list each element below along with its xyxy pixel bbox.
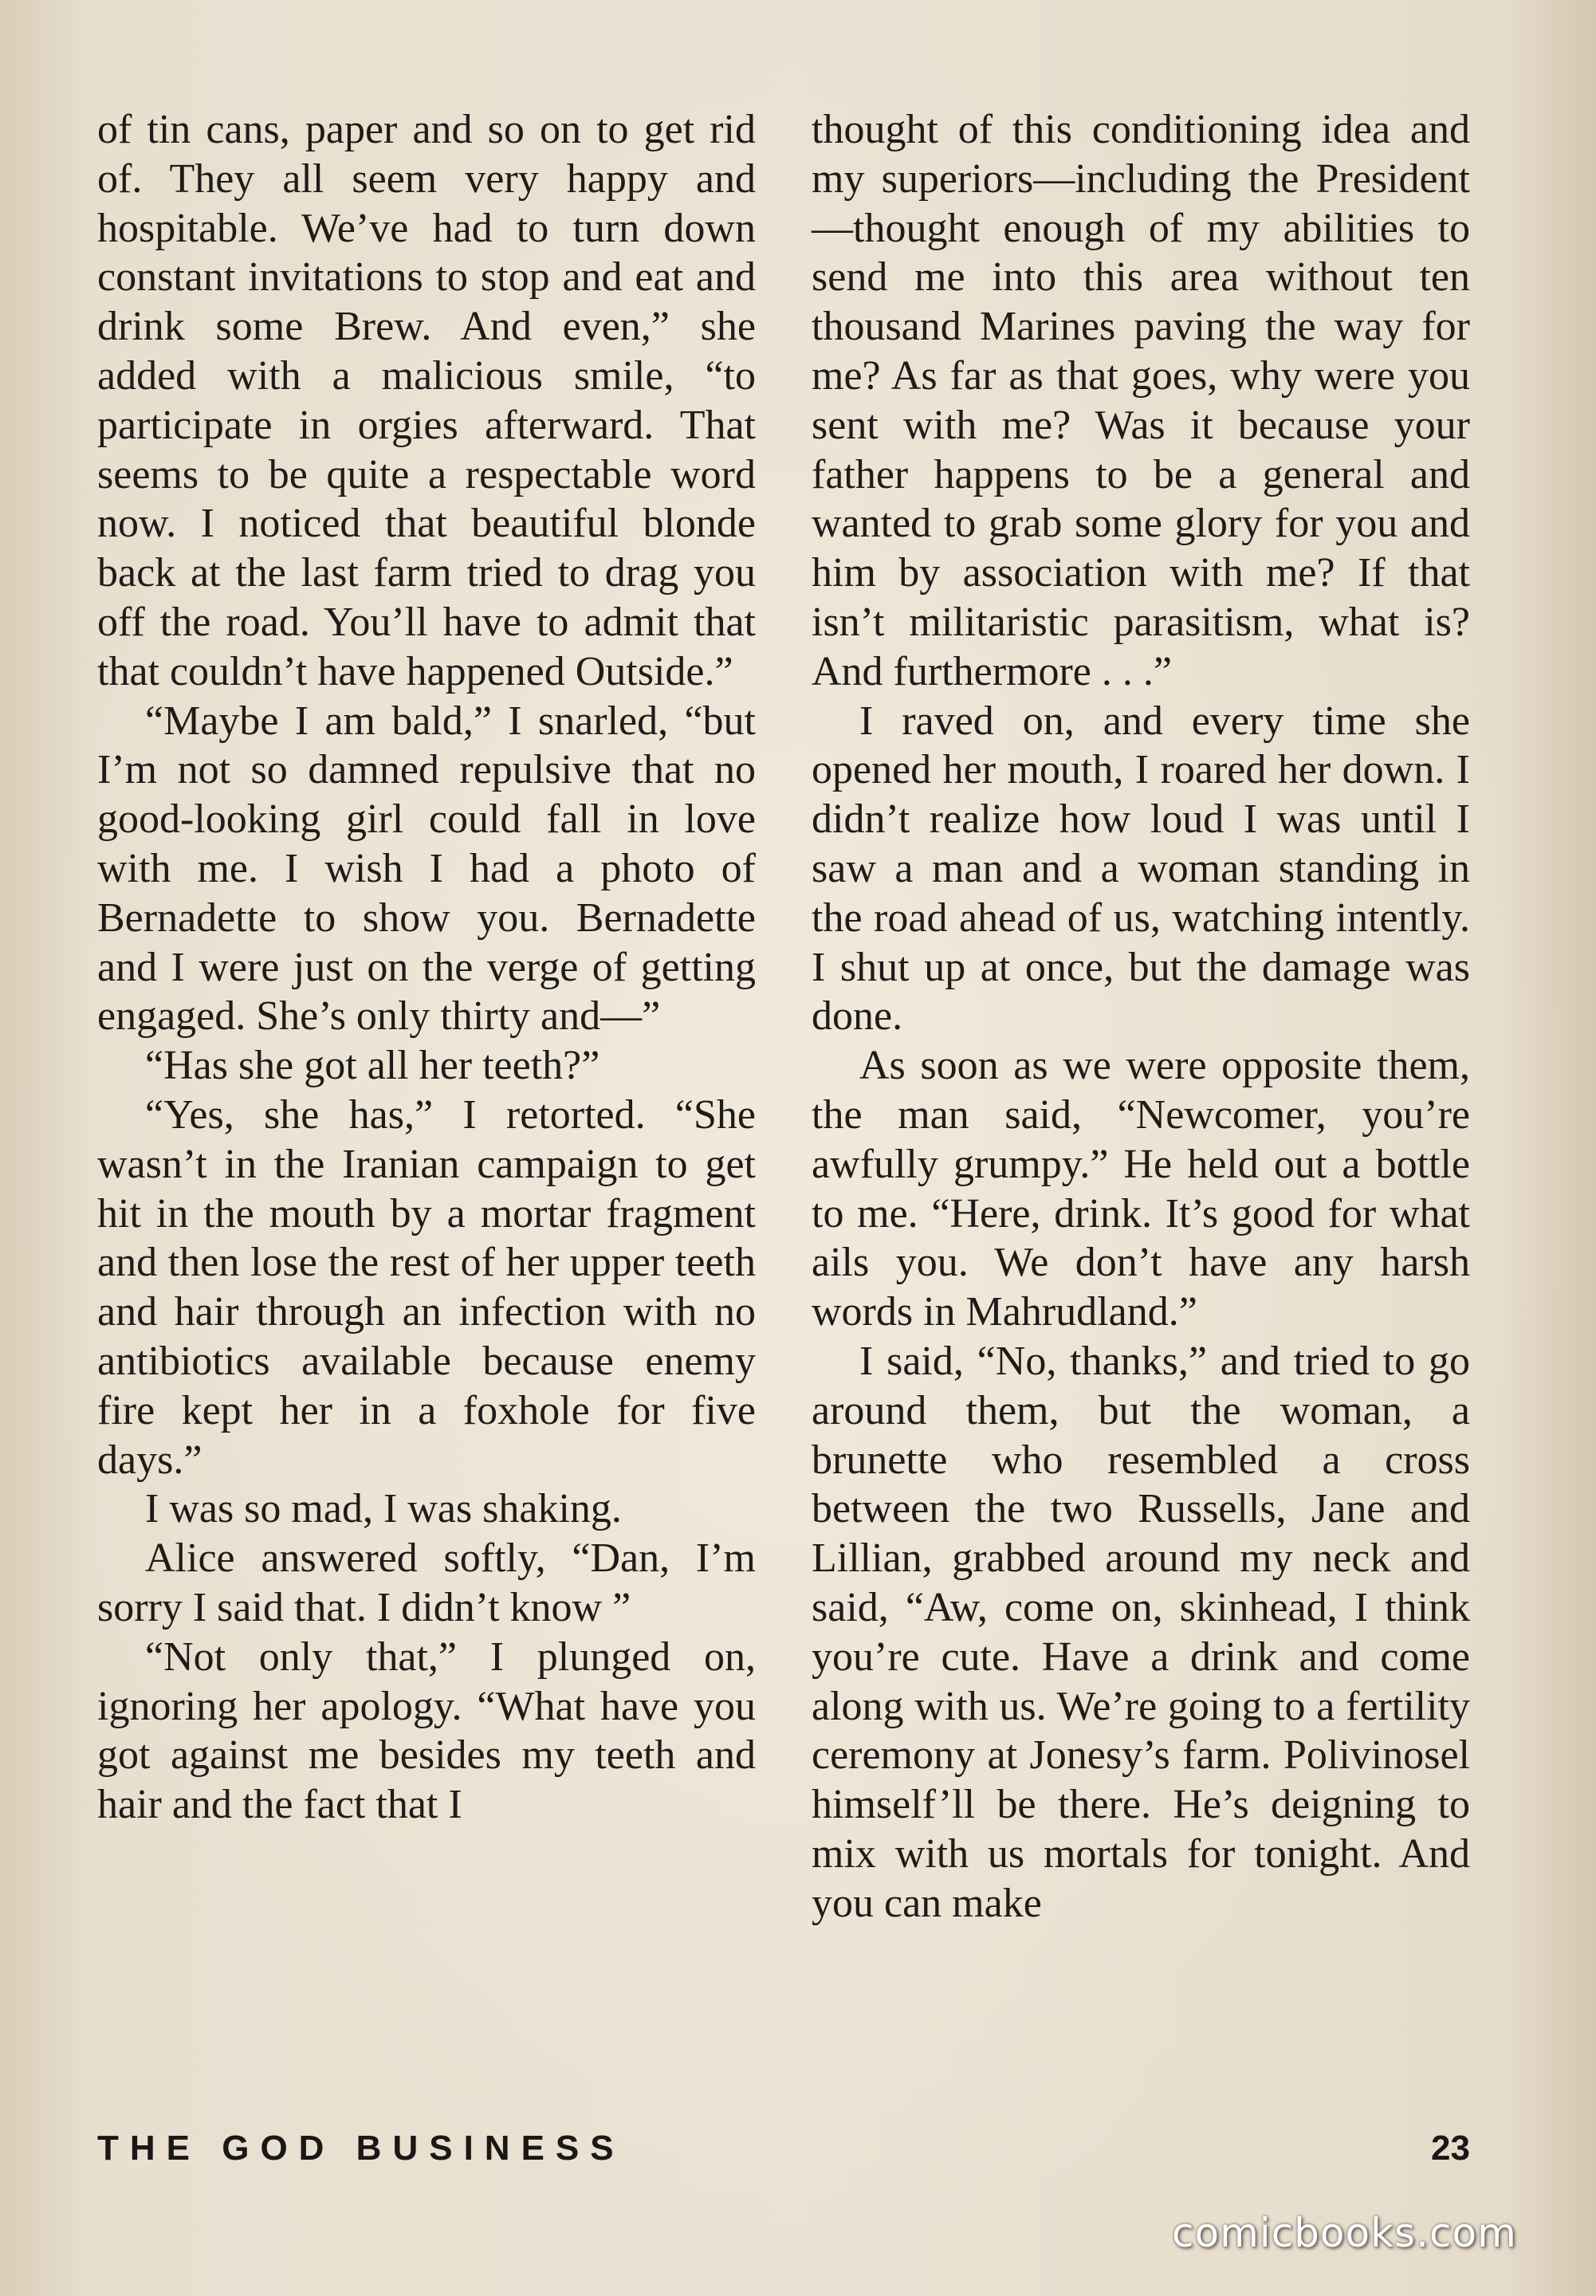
paragraph: “Maybe I am bald,” I snarled, “but I’m not so damned repulsive that no good-looking girl could fall in love with me. I wish I had a photo of Bernadette to show you. Bernadette and I were just on the verge of getting engaged. She’s only thirty and—” [97, 698, 756, 1040]
paragraph: As soon as we were opposite them, the man said, “Newcomer, you’re awfully grumpy.” He held out a bottle to me. “Here, drink. It’s good for what ails you. We don’t have any harsh words in Mahrudland.” [812, 1043, 1470, 1335]
paragraph: I said, “No, thanks,” and tried to go around them, but the woman, a brunette who resembled a cross between the two Russells, Jane and Lillian, grabbed around my neck and said, “Aw, come on, skinhead, I think you’re cute. Have a drink and come along with us. We’re going to a fertility ceremony at Jonesy’s farm. Polivinosel himself’ll be there. He’s deigning to mix with us mortals for tonight. And you can make [812, 1338, 1470, 1926]
right-text-column [812, 105, 1470, 1928]
paragraph: “Not only that,” I plunged on, ignoring her apology. “What have you got against me besides my teeth and hair and the fact that I [97, 1634, 756, 1828]
paragraph: I was so mad, I was shaking. [145, 1486, 622, 1532]
left-text-column [97, 105, 756, 1830]
site-watermark: comicbooks.com [1172, 2210, 1517, 2256]
page-number: 23 [1431, 2129, 1470, 2168]
paragraph: thought of this conditioning idea and my superiors—including the President—thought enough of my abilities to send me into this area without ten thousand Marines paving the way for me? As far as that goes, why were you sent with me? Was it because your father happens to be a general and wanted to grab some glory for you and him by association with me? If that isn’t militaristic parasitism, what is? And furthermore . . .” [812, 107, 1470, 694]
paragraph: I raved on, and every time she opened her mouth, I roared her down. I didn’t realize how loud I was until I saw a man and a woman standing in the road ahead of us, watching intently. I shut up at once, but the damage was done. [812, 698, 1470, 1040]
paragraph: “Has she got all her teeth?” [145, 1043, 600, 1089]
running-title: THE GOD BUSINESS [97, 2129, 625, 2168]
paragraph: of tin cans, paper and so on to get rid of. They all seem very happy and hospitable. We’ve had to turn down constant invitations to stop and eat and drink some Brew. And even,” she added with a malicious smile, “to participate in orgies afterward. That seems to be quite a respectable word now. I noticed that beautiful blonde back at the last farm tried to drag you off the road. You’ll have to admit that that couldn’t have happened Outside.” [97, 107, 756, 694]
paragraph: “Yes, she has,” I retorted. “She wasn’t in the Iranian campaign to get hit in the mouth by a mortar fragment and then lose the rest of her upper teeth and hair through an infection with no antibiotics available because enemy fire kept her in a foxhole for five days.” [97, 1091, 756, 1483]
paragraph: Alice answered softly, “Dan, I’m sorry I said that. I didn’t know ” [97, 1535, 756, 1630]
